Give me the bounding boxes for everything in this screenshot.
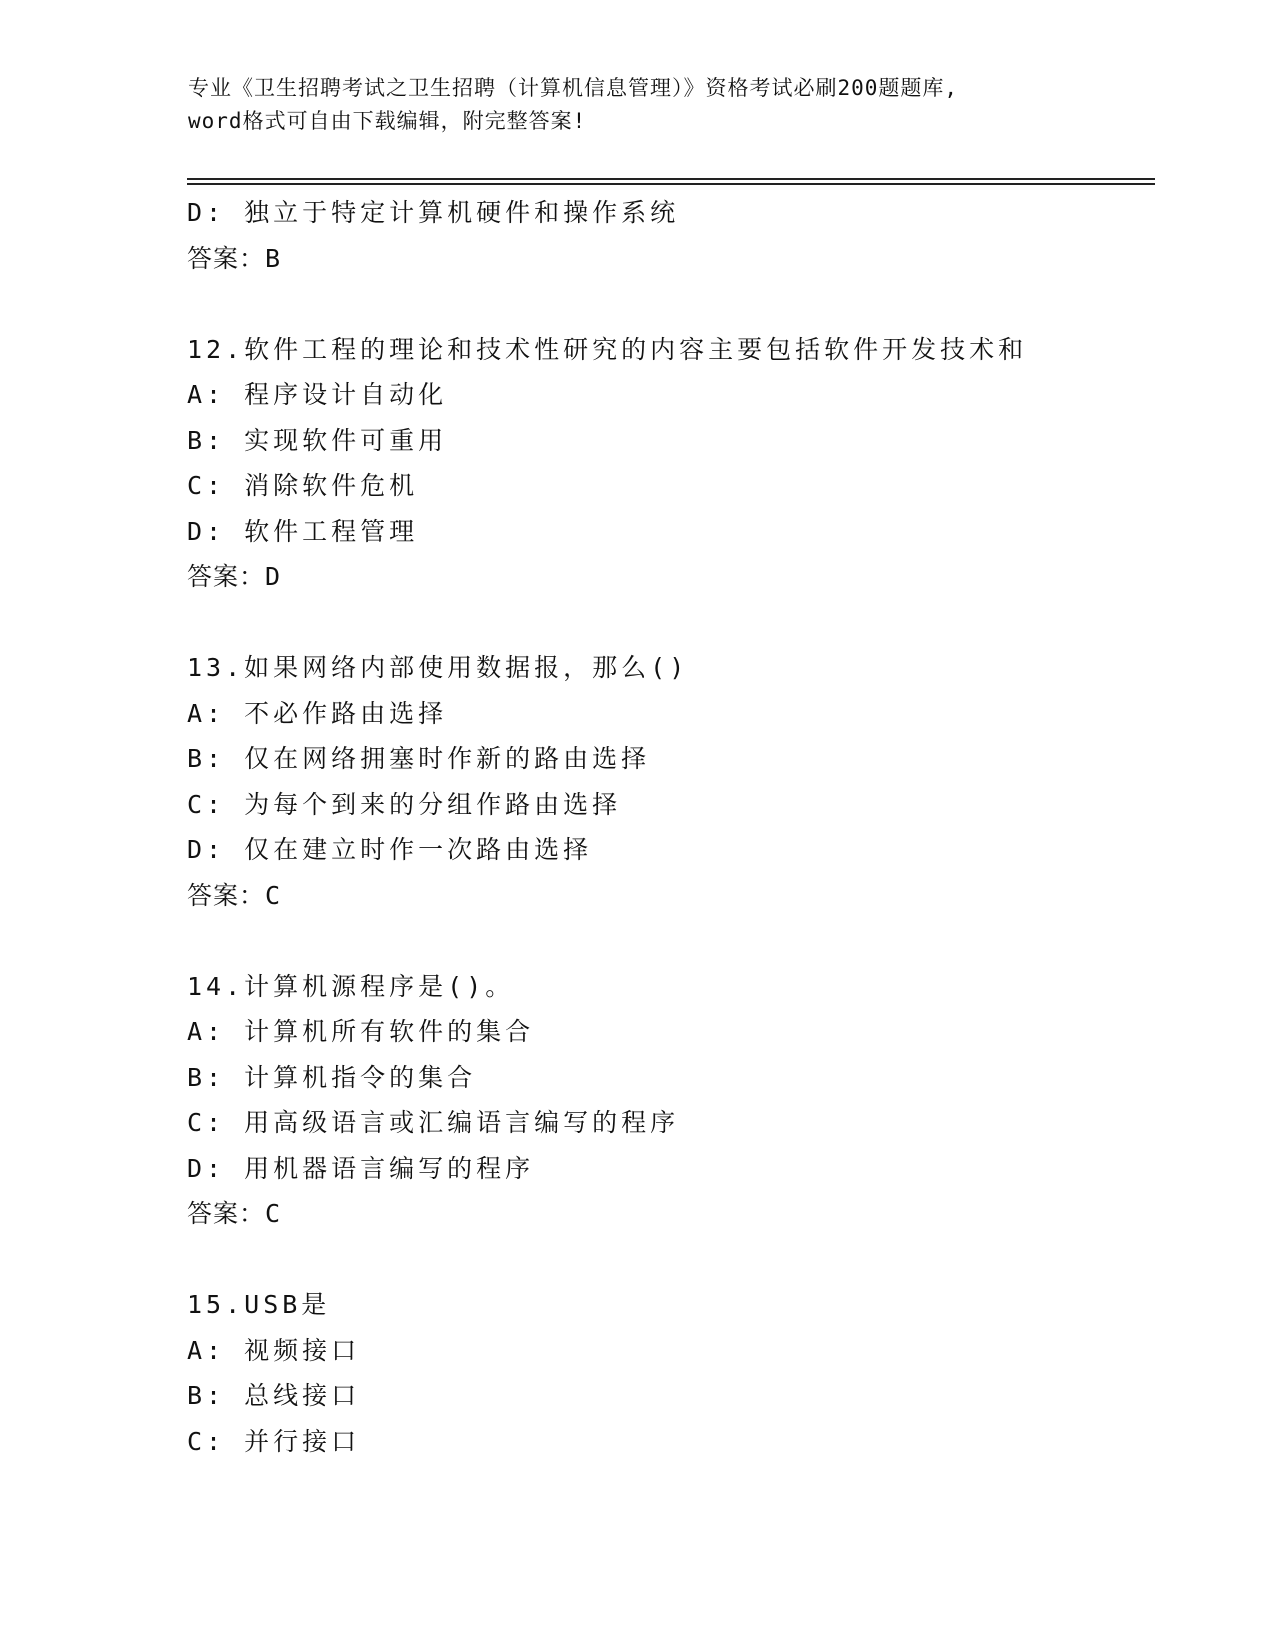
document-header bbox=[188, 72, 1088, 138]
question-text: 15.USB是 bbox=[187, 1290, 331, 1319]
question-block-15 bbox=[187, 1282, 1147, 1464]
option-line: A: 计算机所有软件的集合 bbox=[187, 1017, 535, 1046]
question-text: 12.软件工程的理论和技术性研究的内容主要包括软件开发技术和 bbox=[187, 334, 1028, 364]
option-line: C: 并行接口 bbox=[187, 1426, 361, 1456]
spacer bbox=[187, 281, 1147, 327]
question-block-14 bbox=[187, 964, 1147, 1237]
answer-line: 答案：C bbox=[187, 880, 282, 910]
option-line: D: 仅在建立时作一次路由选择 bbox=[187, 835, 593, 864]
option-line: C: 为每个到来的分组作路由选择 bbox=[187, 789, 622, 819]
header-line-1: 专业《卫生招聘考试之卫生招聘（计算机信息管理）》资格考试必刷200题题库, bbox=[188, 76, 959, 100]
option-line: A: 视频接口 bbox=[187, 1335, 361, 1365]
question-block-12 bbox=[187, 327, 1147, 600]
option-line: A: 不必作路由选择 bbox=[187, 698, 448, 728]
option-line: C: 用高级语言或汇编语言编写的程序 bbox=[187, 1108, 680, 1137]
spacer bbox=[187, 918, 1147, 964]
option-line: D: 软件工程管理 bbox=[187, 516, 419, 546]
option-line: B: 仅在网络拥塞时作新的路由选择 bbox=[187, 744, 651, 773]
answer-line: 答案：B bbox=[187, 243, 282, 273]
question-block-13 bbox=[187, 645, 1147, 918]
answer-line: 答案：D bbox=[187, 562, 282, 591]
header-divider-bottom bbox=[187, 183, 1155, 185]
option-line: B: 总线接口 bbox=[187, 1381, 361, 1410]
spacer bbox=[187, 600, 1147, 646]
spacer bbox=[187, 1237, 1147, 1283]
question-text: 14.计算机源程序是()。 bbox=[187, 971, 515, 1001]
question-block-11 bbox=[187, 190, 1147, 281]
option-line: B: 实现软件可重用 bbox=[187, 425, 448, 455]
header-line-2: word格式可自由下载编辑，附完整答案! bbox=[188, 109, 587, 133]
option-line: D: 独立于特定计算机硬件和操作系统 bbox=[187, 198, 680, 227]
option-line: B: 计算机指令的集合 bbox=[187, 1062, 477, 1092]
answer-line: 答案：C bbox=[187, 1199, 282, 1228]
question-text: 13.如果网络内部使用数据报，那么() bbox=[187, 653, 689, 682]
question-list bbox=[187, 190, 1147, 1464]
option-line: C: 消除软件危机 bbox=[187, 471, 419, 500]
option-line: D: 用机器语言编写的程序 bbox=[187, 1153, 535, 1183]
header-divider-top bbox=[187, 178, 1155, 180]
option-line: A: 程序设计自动化 bbox=[187, 380, 448, 409]
